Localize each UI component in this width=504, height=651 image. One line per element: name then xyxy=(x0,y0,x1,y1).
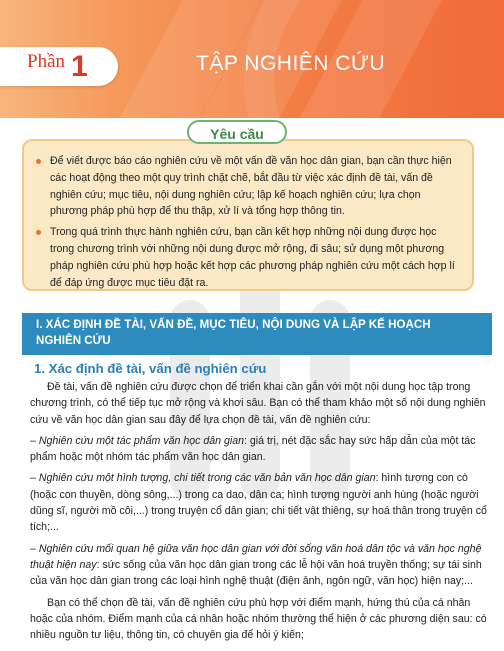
topic-rest: : giá trị, nét đặc sắc hay sức hấp dẫn của một tác phẩm hoặc một nhóm tác phẩm văn học dân gian. xyxy=(30,434,476,464)
topic-rest: : hình tượng con cò (hoặc con thuyền, dòng sông,...) trong ca dao, dân ca; hình tượng người anh hùng (hoặc người dũng sĩ, người mồ côi,...) trong truyện cổ dân gian; chi tiết vật thiêng, sự hoá thân trong truyện cổ tích;... xyxy=(30,472,487,534)
section-heading: I. XÁC ĐỊNH ĐỀ TÀI, VẤN ĐỀ, MỤC TIÊU, NỘI DUNG VÀ LẬP KẾ HOẠCH NGHIÊN CỨU xyxy=(36,318,431,347)
topic-paragraph xyxy=(30,541,488,590)
page-title: TẬP NGHIÊN CỨU xyxy=(196,52,386,75)
requirement-item: Để viết được báo cáo nghiên cứu về một vấn đề văn học dân gian, bạn cần thực hiện các hoạt động theo một quy trình chặt chẽ, bắt đầu từ việc xác định đề tài, vấn đề nghiên cứu; mục tiêu, nội dung nghiên cứu; lập kế hoạch nghiên cứu; lựa chọn phương pháp phù hợp để thu thập, xử lí và tổng hợp thông tin. xyxy=(36,153,460,220)
part-tab xyxy=(0,47,118,86)
closing-paragraph: Bạn có thể chọn đề tài, vấn đề nghiên cứu phù hợp với điểm mạnh, hứng thú của cá nhân hoặc của nhóm. Điểm mạnh của cá nhân hoặc nhóm thường thể hiện ở các phương diện sau: có nhiều nguồn tư liệu, thông tin, có chuyên gia để hỏi ý kiến; xyxy=(30,596,487,642)
requirements-list xyxy=(36,153,460,295)
topic-lead: – Nghiên cứu một hình tượng, chi tiết trong các văn bản văn học dân gian xyxy=(30,472,376,485)
part-label: Phần xyxy=(27,51,65,72)
subheading: 1. Xác định đề tài, vấn đề nghiên cứu xyxy=(34,361,267,376)
topic-lead: – Nghiên cứu một tác phẩm văn học dân gian xyxy=(30,434,245,447)
topic-paragraph xyxy=(30,470,488,535)
body-text xyxy=(30,379,488,648)
part-number: 1 xyxy=(71,50,88,83)
topic-paragraph xyxy=(30,433,488,466)
topic-lead: – Nghiên cứu mối quan hệ giữa văn học dân gian với đời sống văn hoá dân tộc và văn học nghệ thuật hiện nay xyxy=(30,542,482,571)
requirements-title: Yêu cầu xyxy=(187,120,287,144)
topic-rest: : sức sống của văn học dân gian trong các lễ hội văn hoá truyền thống; sự tái sinh của văn học dân gian trong các loại hình nghệ thuật (điện ảnh, ngôn ngữ, văn học) hiện nay;... xyxy=(30,558,482,588)
intro-paragraph: Đề tài, vấn đề nghiên cứu được chọn để triển khai cần gắn với một nội dung học tập trong chương trình, có thể tiếp tục mở rộng và khơi sâu. Bạn có thể tham khảo một số nội dung nghiên cứu về văn học dân gian sau đây để lựa chọn đề tài, vấn đề nghiên cứu: xyxy=(30,381,486,426)
requirement-item: Trong quá trình thực hành nghiên cứu, bạn cần kết hợp những nội dung được học trong chương trình với những nội dung được mở rộng, đi sâu; sử dụng một phương pháp nghiên cứu phù hợp hoặc kết hợp các phương pháp nghiên cứu một cách hợp lí để đáp ứng được mục tiêu đặt ra. xyxy=(36,224,460,291)
